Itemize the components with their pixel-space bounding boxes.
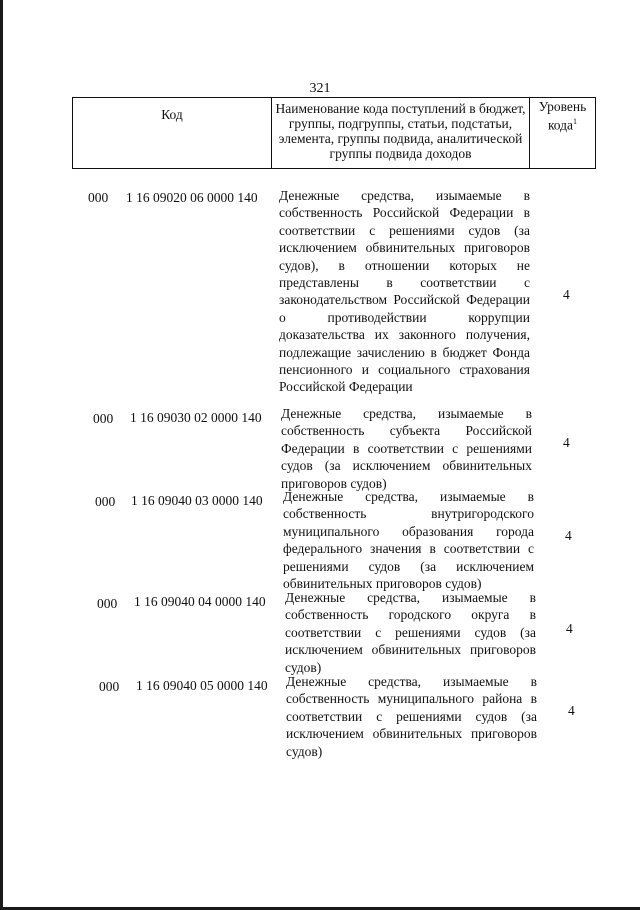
table-header xyxy=(72,97,596,169)
header-code: Код xyxy=(72,98,271,168)
row-admin-code: 000 xyxy=(88,190,109,205)
header-name: Наименование кода поступлений в бюджет, группы, подгруппы, статьи, подстатьи, элемента, группы подвида, аналитической группы подвида доходов xyxy=(271,98,529,168)
row-level: 4 xyxy=(565,528,572,543)
row-kbk-code: 1 16 09030 02 0000 140 xyxy=(130,410,262,425)
row-description: Денежные средства, изымаемые в собственность городского округа в соответствии с решениями судов (за исключением обвинительных приговоров судов) xyxy=(285,590,536,675)
row-description: Денежные средства, изымаемые в собственность муниципального района в соответствии с решениями судов (за исключением обвинительных приговоров судов) xyxy=(286,674,537,759)
row-level: 4 xyxy=(566,621,573,636)
scan-edge-left xyxy=(0,0,3,910)
footnote-marker: 1 xyxy=(573,117,578,126)
row-kbk-code: 1 16 09040 03 0000 140 xyxy=(131,493,263,508)
row-description: Денежные средства, изымаемые в собственность внутригородского муниципального образования города федерального значения в соответствии с решениями судов (за исключением обвинительных приговоров судов) xyxy=(283,489,534,592)
row-kbk-code: 1 16 09040 04 0000 140 xyxy=(134,594,266,609)
row-level: 4 xyxy=(563,287,570,302)
row-admin-code: 000 xyxy=(97,596,118,611)
header-level-label: Уровень кода xyxy=(538,99,587,133)
header-level xyxy=(529,98,596,168)
page-number: 321 xyxy=(309,81,331,96)
row-description: Денежные средства, изымаемые в собственность Российской Федерации в соответствии с решениями судов (за исключением обвинительных приговоров судов), в отношении которых не представлены в соответствии с законодательством Российской Федерации о противодействии коррупции доказательства их законного получения, подлежащие зачислению в бюджет Фонда пенсионного и социального страхования Российской Федерации xyxy=(279,188,530,395)
row-admin-code: 000 xyxy=(99,679,120,694)
row-kbk-code: 1 16 09020 06 0000 140 xyxy=(126,190,258,205)
row-level: 4 xyxy=(563,435,570,450)
row-admin-code: 000 xyxy=(93,411,114,426)
row-description: Денежные средства, изымаемые в собственность субъекта Российской Федерации в соответствии с решениями судов (за исключением обвинительных приговоров судов) xyxy=(281,406,532,491)
row-level: 4 xyxy=(568,703,575,718)
row-admin-code: 000 xyxy=(95,494,116,509)
row-kbk-code: 1 16 09040 05 0000 140 xyxy=(136,678,268,693)
